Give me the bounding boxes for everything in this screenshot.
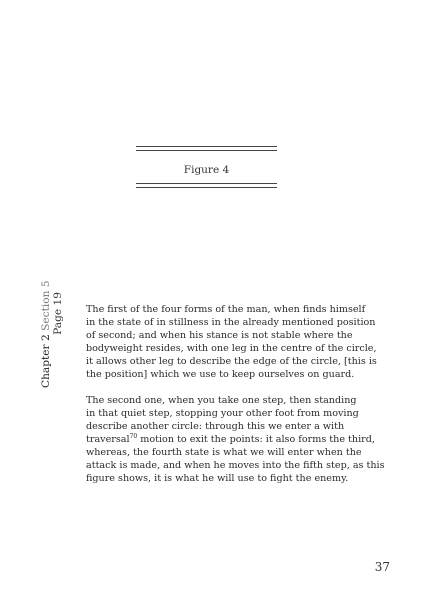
chapter-label: Chapter 2 [40, 334, 52, 388]
figure-top-rules [136, 146, 277, 153]
page-number: 37 [374, 560, 390, 574]
text-line: in that quiet step, stopping your other foot from moving [86, 408, 359, 419]
rule-line [136, 150, 277, 151]
figure-bottom-rules [136, 183, 277, 190]
text-line: the position] which we use to keep ourselves on guard. [86, 369, 355, 380]
text-line [86, 433, 386, 446]
rule-line [136, 183, 277, 184]
section-label: Section 5 [40, 280, 52, 331]
page-label: Page 19 [52, 292, 64, 335]
text-line: bodyweight resides, with one leg in the centre of the circle, [86, 343, 377, 354]
text-line: figure shows, it is what he will use to fight the enemy. [86, 473, 349, 484]
text-line: it allows other leg to describe the edge of the circle, [this is [86, 356, 377, 367]
text-line: whereas, the fourth state is what we will enter when the [86, 447, 362, 458]
figure-caption: Figure 4 [183, 164, 230, 176]
text-line-rest: motion to exit the points: it also forms the third, [140, 434, 375, 445]
rule-line [136, 146, 277, 147]
text-line: The first of the four forms of the man, when finds himself [86, 304, 366, 315]
body-text [86, 303, 386, 485]
footnote-reference[interactable]: 70 [129, 433, 138, 440]
text-line: in the state of in stillness in the already mentioned position [86, 317, 376, 328]
chapter-section-row [40, 280, 52, 388]
rule-line [136, 187, 277, 188]
text-line: attack is made, and when he moves into the fifth step, as this [86, 460, 385, 471]
paragraph [86, 303, 386, 381]
chapter-section-page-label [40, 280, 64, 388]
text-line: The second one, when you take one step, then standing [86, 395, 357, 406]
paragraph [86, 394, 386, 485]
text-line: describe another circle: through this we enter a with [86, 421, 345, 432]
text-line: of second; and when his stance is not stable where the [86, 330, 353, 341]
traversal-word: traversal [86, 434, 130, 445]
